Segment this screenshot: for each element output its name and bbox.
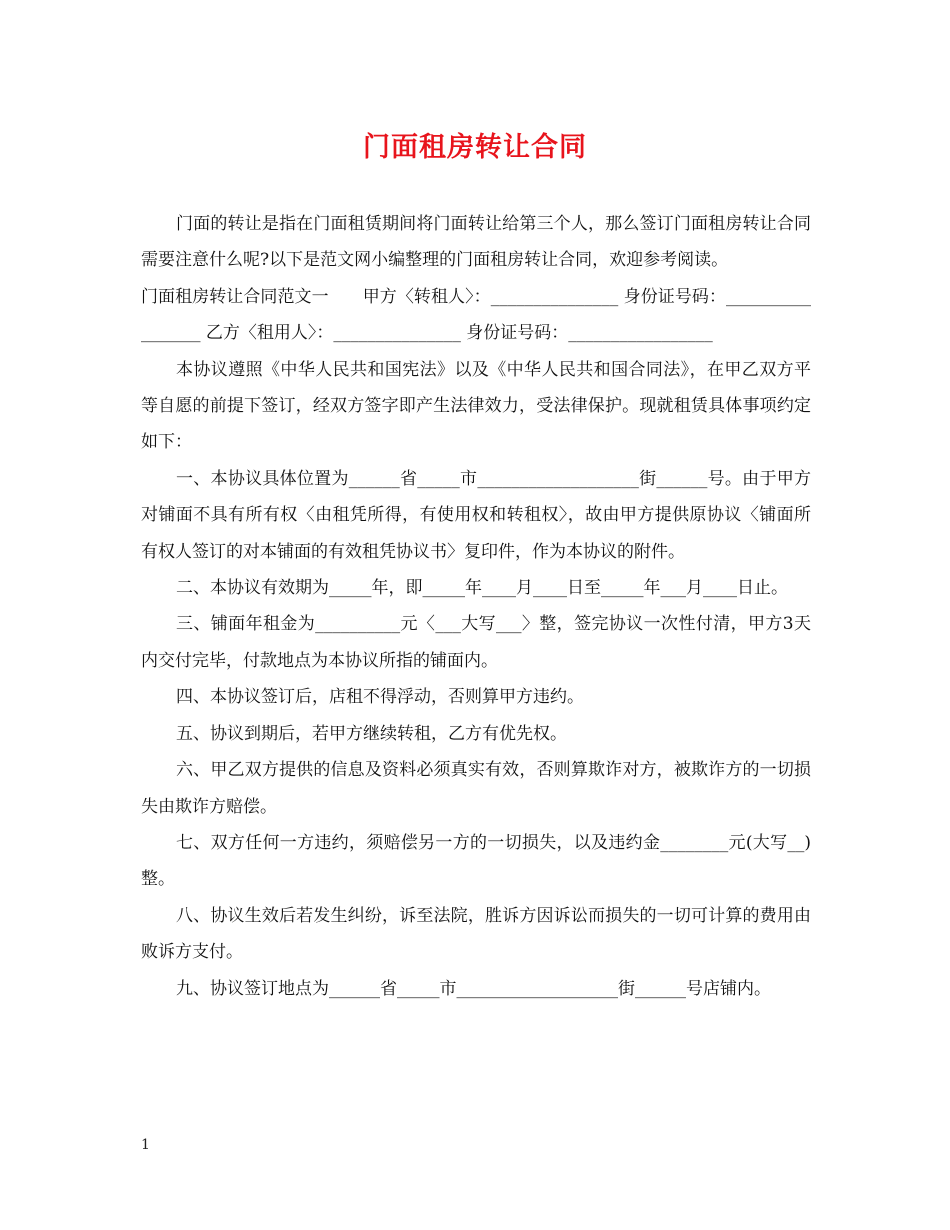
clause-8-paragraph: 八、协议生效后若发生纠纷，诉至法院，胜诉方因诉讼而损失的一切可计算的费用由败诉方支付。 [141,905,811,963]
clause-5-paragraph: 五、协议到期后，若甲方继续转租，乙方有优先权。 [176,723,567,744]
page-number: 1 [141,1137,150,1153]
clause-2-paragraph: 二、本协议有效期为_____年，即_____年____月____日至_____年___月____日止。 [176,578,788,599]
intro-paragraph: 门面的转让是指在门面租赁期间将门面转让给第三个人，那么签订门面租房转让合同需要注意什么呢?以下是范文网小编整理的门面租房转让合同，欢迎参考阅读。 [141,214,811,271]
clause-9-paragraph: 九、协议签订地点为______省_____市___________________街______号店铺内。 [176,978,771,999]
clause-7-paragraph: 七、双方任何一方违约，须赔偿另一方的一切损失，以及违约金________元(大写__)整。 [141,832,811,890]
document-body [141,206,811,1007]
clause-3-paragraph: 三、铺面年租金为__________元〈___大写___〉整，签完协议一次性付清，甲方3天内交付完毕，付款地点为本协议所指的铺面内。 [141,614,811,671]
parties-paragraph: 门面租房转让合同范文一 甲方〈转租人〉：_______________ 身份证号码：_________________ 乙方〈租用人〉：_______________ 身份证号码：_________________ [141,286,811,344]
agreement-basis-paragraph: 本协议遵照《中华人民共和国宪法》以及《中华人民共和国合同法》，在甲乙双方平等自愿的前提下签订，经双方签字即产生法律效力，受法律保护。现就租赁具体事项约定如下： [141,359,811,453]
clause-4-paragraph: 四、本协议签订后，店租不得浮动，否则算甲方违约。 [176,687,584,708]
clause-6-paragraph: 六、甲乙双方提供的信息及资料必须真实有效，否则算欺诈对方，被欺诈方的一切损失由欺诈方赔偿。 [141,760,811,817]
document-title: 门面租房转让合同 [363,132,587,163]
clause-1-paragraph: 一、本协议具体位置为______省_____市___________________街______号。由于甲方对铺面不具有所有权〈由租凭所得，有使用权和转租权〉，故由甲方提供原协议〈铺面所有权人签订的对本铺面的有效租凭协议书〉复印件，作为本协议的附件。 [141,468,811,562]
